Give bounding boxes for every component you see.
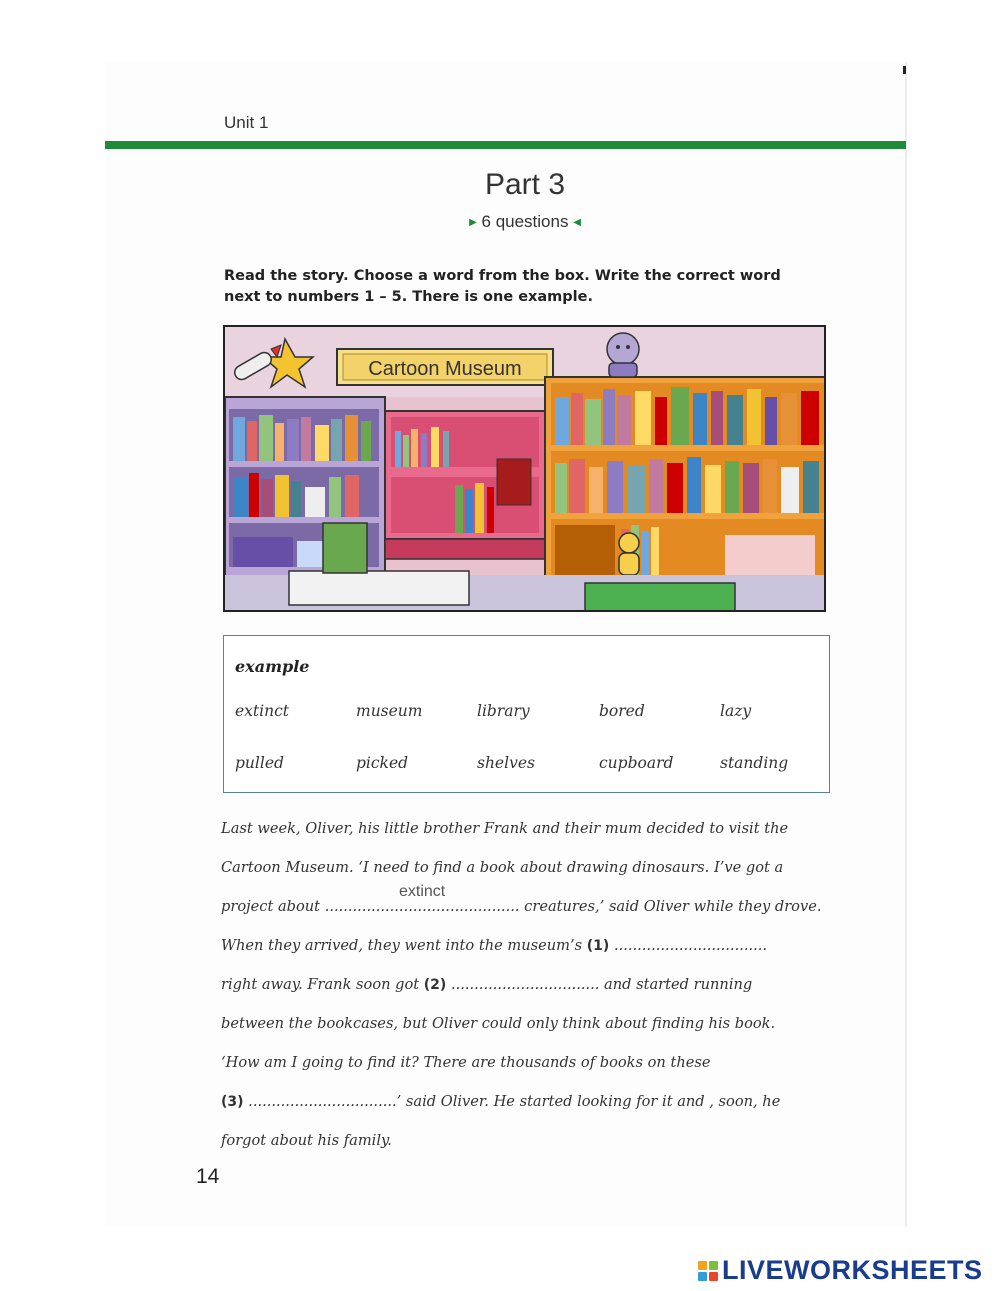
example-answer (324, 883, 520, 915)
instructions (224, 266, 834, 308)
question-number-3: (3) (221, 1094, 244, 1110)
word-option: shelves (477, 754, 535, 772)
scan-edge-mark (903, 66, 906, 74)
example-label: example (235, 657, 310, 676)
story-line: between the bookcases, but Oliver could only think about finding his book. (221, 1015, 776, 1032)
example-answer-text: extinct (398, 883, 446, 900)
question-number-2: (2) (423, 977, 447, 993)
story-line (221, 1093, 780, 1110)
answer-dots: .......................................... (324, 898, 520, 915)
museum-sign-text: Cartoon Museum (368, 358, 522, 380)
word-option: extinct (235, 702, 289, 720)
story-line (221, 976, 752, 993)
questions-count (380, 212, 670, 232)
story-fragment: When they arrived, they went into the museum’s (221, 937, 587, 954)
word-box (223, 635, 830, 793)
word-option: bored (599, 702, 645, 720)
word-option: library (477, 702, 530, 720)
story-line: Cartoon Museum. ‘I need to find a book about drawing dinosaurs. I’ve got a (221, 859, 784, 876)
brand-name: LIVEWORKSHEETS (722, 1255, 983, 1285)
bear-toy-icon (607, 333, 639, 377)
word-option: museum (356, 702, 423, 720)
arrow-right-icon: ▶ (469, 217, 477, 228)
answer-blank-2[interactable]: ................................ and started running (446, 976, 753, 993)
part-title: Part 3 (484, 168, 566, 201)
story-line: ‘How am I going to find it? There are thousands of books on these (221, 1054, 711, 1071)
question-number-1: (1) (586, 938, 610, 954)
teddy-icon (619, 533, 639, 575)
instructions-line: next to numbers 1 – 5. There is one example. (224, 289, 593, 305)
liveworksheets-logo (698, 1255, 983, 1286)
museum-scene-image (225, 327, 826, 612)
word-option: cupboard (599, 754, 674, 772)
header-rule (105, 141, 906, 149)
questions-count-text: 6 questions (481, 212, 569, 231)
instructions-line: Read the story. Choose a word from the box. Write the correct word (224, 268, 781, 284)
story-fragment: right away. Frank soon got (221, 976, 424, 993)
story-line: forgot about his family. (221, 1132, 392, 1149)
story-line (221, 937, 767, 954)
story-line: Last week, Oliver, his little brother Frank and their mum decided to visit the (221, 820, 789, 837)
word-option: picked (356, 754, 409, 772)
answer-blank-1[interactable]: ................................. (609, 937, 768, 954)
logo-grid-icon (698, 1261, 718, 1281)
answer-blank-3[interactable]: ................................’ said Oliver. He started looking for it and , soon, he (243, 1093, 781, 1110)
museum-illustration (223, 325, 826, 612)
arrow-left-icon: ◀ (573, 217, 581, 228)
word-option: pulled (235, 754, 284, 772)
page-number: 14 (196, 1165, 220, 1188)
story-line (221, 883, 822, 915)
word-option: lazy (720, 702, 752, 720)
unit-label: Unit 1 (224, 113, 269, 132)
story-fragment: project about (221, 898, 325, 915)
word-option: standing (720, 754, 789, 772)
story-fragment: creatures,’ said Oliver while they drove. (519, 898, 822, 915)
